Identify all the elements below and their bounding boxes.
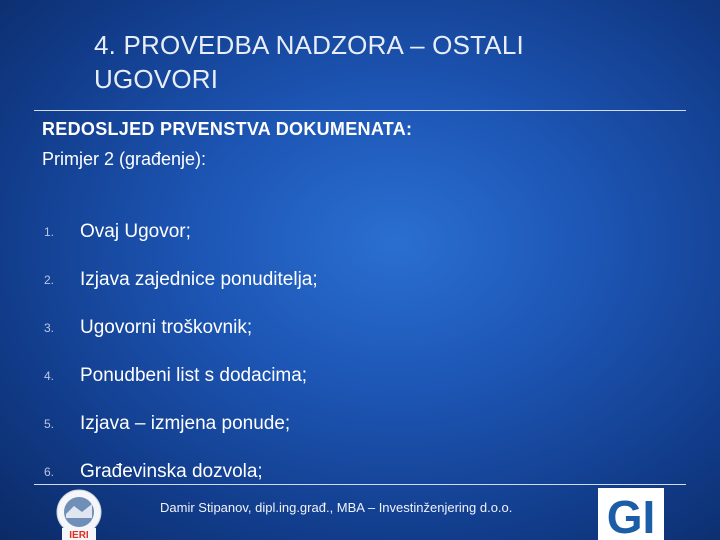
list-item-number: 3. xyxy=(44,321,55,335)
list-item-number: 2. xyxy=(44,273,55,287)
slide-title xyxy=(94,28,654,96)
list-item-text: Izjava zajednice ponuditelja; xyxy=(80,269,318,290)
bottom-divider xyxy=(34,484,686,485)
footer-credit: Damir Stipanov, dipl.ing.građ., MBA – Investinženjering d.o.o. xyxy=(160,500,513,515)
list-item-text: Ponudbeni list s dodacima; xyxy=(80,365,308,386)
list-item-text: Ovaj Ugovor; xyxy=(80,221,191,242)
list-item xyxy=(44,352,318,400)
list-item xyxy=(44,400,318,448)
document-priority-list xyxy=(44,208,318,496)
company-logo xyxy=(598,488,664,540)
section-subheading: Primjer 2 (građenje): xyxy=(42,149,207,169)
list-item-number: 5. xyxy=(44,417,55,431)
list-item-text: Građevinska dozvola; xyxy=(80,461,263,482)
list-item-text: Ugovorni troškovnik; xyxy=(80,317,253,338)
list-item-number: 1. xyxy=(44,225,55,239)
list-item xyxy=(44,256,318,304)
list-item-text: Izjava – izmjena ponude; xyxy=(80,413,291,434)
list-item xyxy=(44,304,318,352)
list-item-number: 4. xyxy=(44,369,55,383)
company-logo-text: GI xyxy=(606,491,656,540)
title-line-2: UGOVORI xyxy=(94,64,219,94)
top-divider xyxy=(34,110,686,111)
association-logo xyxy=(48,488,110,540)
title-line-1: 4. PROVEDBA NADZORA – OSTALI xyxy=(94,30,524,60)
association-logo-text: IERI xyxy=(69,530,89,540)
list-item xyxy=(44,208,318,256)
section-heading: REDOSLJED PRVENSTVA DOKUMENATA: xyxy=(42,119,413,139)
list-item-number: 6. xyxy=(44,465,55,479)
